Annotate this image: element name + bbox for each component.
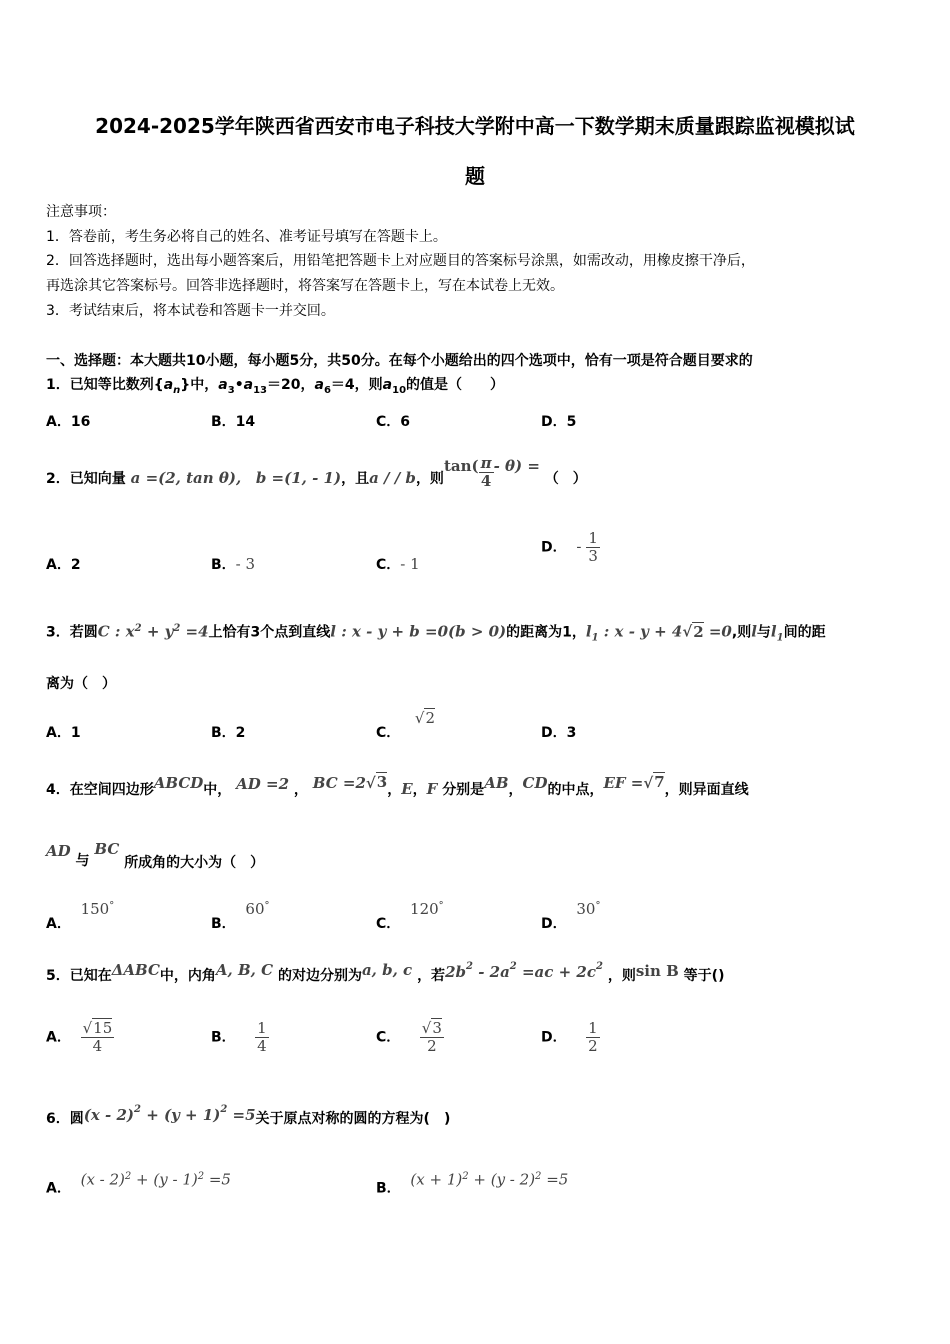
question-4: 4．在空间四边形ABCD中， AD =2 ， BC =2√3，E，F 分别是AB，CD的中点，EF =√7，则异面直线 [46, 773, 749, 798]
pi-over-4: $\frac{\pi}{4}$ [480, 454, 492, 490]
q3-option-b: B．2 [211, 725, 246, 741]
notice-item-2: 2．回答选择题时，选出每小题答案后，用铅笔把答题卡上对应题目的答案标号涂黑，如需改动，用橡皮擦干净后， [46, 253, 755, 269]
question-3-cont: 离为（ ） [46, 676, 116, 692]
q5-option-c: C． $\frac{√3}{2}$ [376, 1019, 442, 1055]
q4-option-d: D． 30° [541, 900, 601, 932]
question-1: 1．已知等比数列$\{a_n\}$中，$a_3•a_{13}=20$，$a_6=4$，则$a_{10}$的值是（ ） [46, 377, 505, 396]
notice-item-2-cont: 再选涂其它答案标号。回答非选择题时，将答案写在答题卡上，写在本试卷上无效。 [46, 278, 564, 294]
q2-option-b: B．- 3 [211, 555, 256, 573]
q6-option-b: B． $(x + 1)^2 + (y - 2)^2 =5$ [376, 1170, 569, 1197]
q2-option-c: C．- 1 [376, 555, 420, 573]
question-3: 3．若圆C : $x^2 + y^2 =4$上恰有3个点到直线l : x - y + b =0(b > 0)的距离为1，$l_1$ : x - y + 4√2 =0,则l与$l_1$间的距 [46, 622, 826, 644]
question-6: 6．圆$(x - 2)^2 + (y + 1)^2 =5$关于原点对称的圆的方程为( ) [46, 1104, 451, 1127]
q4-option-b: B． 60° [211, 900, 270, 932]
q1-option-b: B．14 [211, 414, 256, 430]
q4-option-a: A． 150° [46, 900, 115, 932]
notice-item-3: 3．考试结束后，将本试卷和答题卡一并交回。 [46, 303, 335, 319]
q4-option-c: C． 120° [376, 900, 444, 932]
q1-option-c: C．6 [376, 414, 411, 430]
notice-heading: 注意事项： [46, 204, 116, 220]
exam-title-cont: 题 [465, 164, 485, 188]
q2-option-a: A．2 [46, 557, 81, 573]
notice-item-1: 1．答卷前，考生务必将自己的姓名、准考证号填写在答题卡上。 [46, 229, 447, 245]
q5-option-a: A． $\frac{√15}{4}$ [46, 1019, 113, 1055]
question-5: 5．已知在ΔABC中，内角A, B, C 的对边分别为a, b, c ，若$2b^2 - 2a^2 =ac + 2c^2$ ，则sin B 等于() [46, 961, 725, 984]
question-4-cont: AD 与 BC 所成角的大小为（ ） [46, 840, 265, 871]
q3-option-c: C． √2 [376, 709, 436, 741]
q3-option-a: A．1 [46, 725, 81, 741]
q5-option-b: B． $\frac{1}{4}$ [211, 1019, 267, 1055]
q6-option-a: A． (x - 2)$^2$ + (y - 1)$^2$ =5 [46, 1170, 231, 1197]
q2-option-d: D． - $\frac{1}{3}$ [541, 529, 598, 565]
q1-option-a: A．16 [46, 414, 91, 430]
exam-title: 2024-2025学年陕西省西安市电子科技大学附中高一下数学期末质量跟踪监视模拟试 [95, 114, 855, 138]
q5-option-d: D． $\frac{1}{2}$ [541, 1019, 598, 1055]
section-heading: 一、选择题：本大题共10小题，每小题5分，共50分。在每个小题给出的四个选项中，恰有一项是符合题目要求的 [46, 353, 753, 369]
question-2: 2．已知向量 a =(2, tan θ), b =(1, - 1)，且a / / b，则tan( $\frac{\pi}{4}$ - θ) = （ ） [46, 454, 587, 490]
q3-option-d: D．3 [541, 725, 577, 741]
q1-option-d: D．5 [541, 414, 577, 430]
